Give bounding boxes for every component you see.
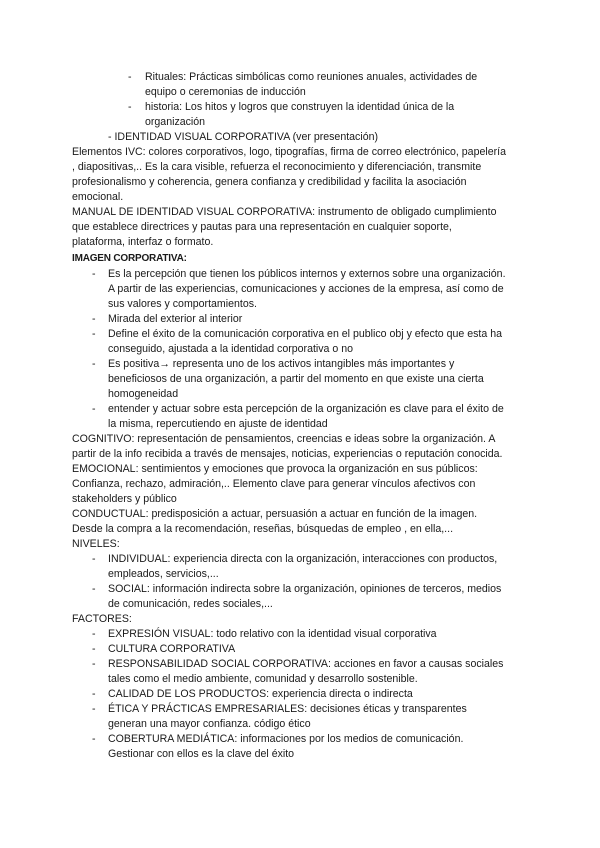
bullet-dash: - xyxy=(128,101,132,113)
text-line: CONDUCTUAL: predisposición a actuar, persuasión a actuar en función de la imagen. xyxy=(72,508,478,520)
text-line: COBERTURA MEDIÁTICA: informaciones por los medios de comunicación. xyxy=(108,733,464,745)
text-line: sus valores y comportamientos. xyxy=(108,298,257,310)
text-line: empleados, servicios,... xyxy=(108,568,219,580)
text-line: entender y actuar sobre esta percepción de la organización es clave para el éxito de xyxy=(108,403,504,415)
text-line: Es la percepción que tienen los públicos internos y externos sobre una organización. xyxy=(108,268,506,280)
bullet-dash: - xyxy=(92,628,96,640)
text-line: profesionalismo y coherencia, genera confianza y credibilidad y facilita la asociación xyxy=(72,176,467,188)
text-line: emocional. xyxy=(72,191,124,203)
section-heading-factores: FACTORES: xyxy=(72,613,132,625)
text-line: historia: Los hitos y logros que construyen la identidad única de la xyxy=(145,101,455,113)
section-heading-imagen: IMAGEN CORPORATIVA: xyxy=(72,253,187,264)
text-line: Gestionar con ellos es la clave del éxito xyxy=(108,748,295,760)
text-line: que establece directrices y pautas para una representación en cualquier soporte, xyxy=(72,221,452,233)
text-line: Define el éxito de la comunicación corporativa en el publico obj y efecto que esta ha xyxy=(108,328,502,340)
text-line: generan una mayor confianza. código ético xyxy=(108,718,311,730)
bullet-dash: - xyxy=(92,703,96,715)
text-line: partir de la info recibida a través de mensajes, noticias, experiencias o reputación conocida. xyxy=(72,448,503,460)
bullet-dash: - xyxy=(92,313,96,325)
bullet-dash: - xyxy=(92,658,96,670)
text-line: organización xyxy=(145,116,206,128)
bullet-dash: - xyxy=(92,583,96,595)
bullet-dash: - xyxy=(92,553,96,565)
text-line: A partir de las experiencias, comunicaciones y acciones de la empresa, así como de xyxy=(108,283,504,295)
text-line: RESPONSABILIDAD SOCIAL CORPORATIVA: acciones en favor a causas sociales xyxy=(108,658,504,670)
text-line: equipo o ceremonias de inducción xyxy=(145,86,306,98)
text-line: conseguido, ajustada a la identidad corporativa o no xyxy=(108,343,354,355)
text-line: Elementos IVC: colores corporativos, logo, tipografías, firma de correo electrónico, papelería xyxy=(72,146,506,158)
text-line: stakeholders y público xyxy=(72,493,177,505)
text-line: plataforma, interfaz o formato. xyxy=(72,236,214,248)
text-line: Mirada del exterior al interior xyxy=(108,313,243,325)
bullet-dash: - xyxy=(92,328,96,340)
bullet-dash: - xyxy=(92,643,96,655)
text-line: CULTURA CORPORATIVA xyxy=(108,643,236,655)
text-line: de comunicación, redes sociales,... xyxy=(108,598,273,610)
bullet-dash: - xyxy=(92,358,96,370)
text-line: MANUAL DE IDENTIDAD VISUAL CORPORATIVA: instrumento de obligado cumplimiento xyxy=(72,206,497,218)
text-line: ÉTICA Y PRÁCTICAS EMPRESARIALES: decisiones éticas y transparentes xyxy=(108,703,467,715)
text-line: tales como el medio ambiente, comunidad y desarrollo sostenible. xyxy=(108,673,418,685)
text-line: la misma, repercutiendo en ajuste de identidad xyxy=(108,418,328,430)
text-line: CALIDAD DE LOS PRODUCTOS: experiencia directa o indirecta xyxy=(108,688,413,700)
text-line: , diapositivas,.. Es la cara visible, refuerza el reconocimiento y diferenciación, transmite xyxy=(72,161,482,173)
text-line: Desde la compra a la recomendación, reseñas, búsquedas de empleo , en ella,... xyxy=(72,523,454,535)
text-line: INDIVIDUAL: experiencia directa con la organización, interacciones con productos, xyxy=(108,553,498,565)
ivc-heading-line: - IDENTIDAD VISUAL CORPORATIVA (ver presentación) xyxy=(108,131,379,143)
text-line: Es positiva→ representa uno de los activos intangibles más importantes y xyxy=(108,358,455,370)
text-line: homogeneidad xyxy=(108,388,179,400)
bullet-dash: - xyxy=(92,688,96,700)
section-heading-niveles: NIVELES: xyxy=(72,538,120,550)
bullet-dash: - xyxy=(128,71,132,83)
bullet-dash: - xyxy=(92,268,96,280)
text-line: COGNITIVO: representación de pensamientos, creencias e ideas sobre la organización. A xyxy=(72,433,496,445)
text-line: Confianza, rechazo, admiración,.. Elemento clave para generar vínculos afectivos con xyxy=(72,478,476,490)
bullet-dash: - xyxy=(92,403,96,415)
text-line: Rituales: Prácticas simbólicas como reuniones anuales, actividades de xyxy=(145,71,478,83)
text-line: EXPRESIÓN VISUAL: todo relativo con la identidad visual corporativa xyxy=(108,628,437,640)
text-line: EMOCIONAL: sentimientos y emociones que provoca la organización en sus públicos: xyxy=(72,463,478,475)
bullet-dash: - xyxy=(92,733,96,745)
text-line: beneficiosos de una organización, a partir del momento en que existe una cierta xyxy=(108,373,484,385)
text-line: SOCIAL: información indirecta sobre la organización, opiniones de terceros, medios xyxy=(108,583,502,595)
